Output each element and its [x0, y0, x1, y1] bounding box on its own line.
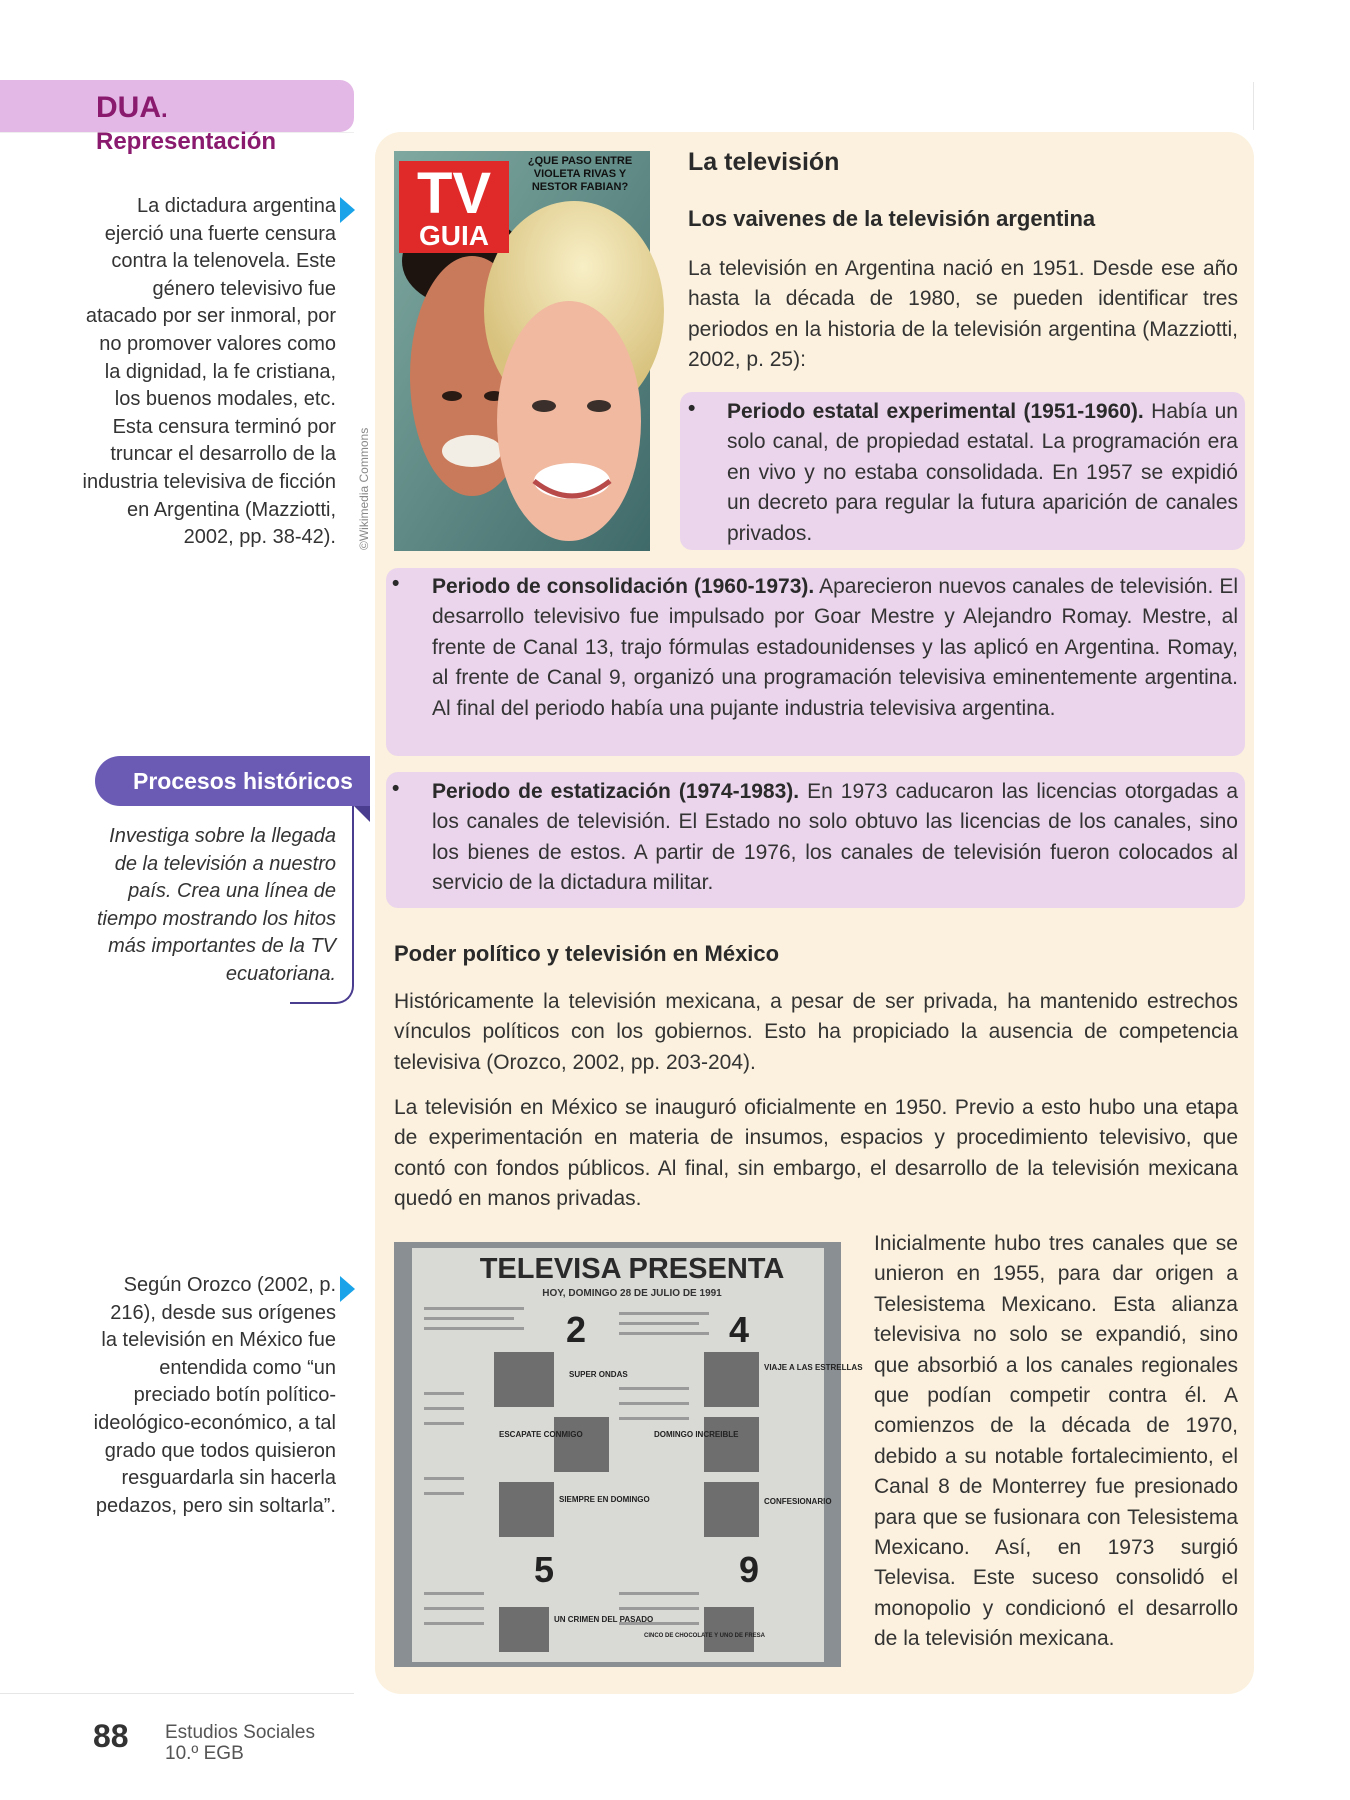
book-title: Estudios Sociales [165, 1722, 315, 1743]
tv-guia-headline: ¿QUE PASO ENTRE VIOLETA RIVAS Y NESTOR FABIAN? [527, 155, 633, 193]
dua-label: DUA [96, 91, 161, 124]
sidebar-note-censura: La dictadura argentina ejerció una fuerte censura contra la telenovela. Este género televisivo fue atacado por ser inmoral, por no promover valores como la dignidad, la fe cristiana, los buenos modales, etc. Esta censura terminó por truncar el desarrollo de la industria televisiva de ficción en Argentina (Mazziotti, 2002, pp. 38-42). [82, 195, 336, 549]
program-label: SUPER ONDAS [569, 1370, 628, 1379]
dua-tab [0, 80, 354, 155]
period-1-text [727, 397, 1238, 549]
program-label: CINCO DE CHOCOLATE Y UNO DE FRESA [644, 1633, 766, 1639]
period-2-text [432, 572, 1238, 724]
bullet: • [392, 572, 400, 595]
tv-guia-logo-tv: TV [416, 161, 492, 226]
program-label: DOMINGO INCREIBLE [654, 1430, 739, 1439]
program-label: UN CRIMEN DEL PASADO [554, 1615, 654, 1624]
program-label: ESCAPATE CONMIGO [499, 1430, 583, 1439]
televisa-date: HOY, DOMINGO 28 DE JULIO DE 1991 [542, 1288, 722, 1299]
procesos-historicos-text: Investiga sobre la llegada de la televisión a nuestro país. Crea una línea de tiempo mostrando los hitos más importantes de la TV ecuatoriana. [96, 825, 336, 985]
televisa-newspaper-image [394, 1242, 863, 1667]
channel-5-logo: 5 [534, 1549, 555, 1590]
divider [1253, 82, 1254, 130]
intro-paragraph: La televisión en Argentina nació en 1951. Desde ese año hasta la década de 1980, se pueden identificar tres periodos en la historia de la televisión argentina (Mazziotti, 2002, p. 25): [688, 257, 1238, 372]
book-grade: 10.º EGB [165, 1743, 244, 1764]
program-label: CONFESIONARIO [764, 1497, 832, 1506]
pointer-arrow-icon [340, 1276, 355, 1302]
program-label: SIEMPRE EN DOMINGO [559, 1495, 650, 1504]
tv-guia-cover-image [394, 151, 650, 551]
divider [0, 1693, 354, 1694]
paragraph: Inicialmente hubo tres canales que se unieron en 1955, para dar origen a Telesistema Mexicano. Esta alianza televisiva no solo se expandió, sino que absorbió a los canales regionales que podían competir contra él. A comienzos de la década de 1970, debido a su notable fortalecimiento, el Canal 8 de Monterrey fue presionado para que se fusionara con Telesistema Mexicano. Así, en 1973 surgió Televisa. Este suceso consolidó el monopolio y condicionó el desarrollo de la televisión mexicana. [874, 1232, 1238, 1651]
procesos-historicos-tab [95, 756, 370, 806]
procesos-historicos-title: Procesos históricos [133, 768, 353, 794]
period-3-body: En 1973 caducaron las licencias otorgadas a los canales de televisión. El Estado no solo obtuvo las licencias de los canales, sino los bienes de estos. A partir de 1976, los canales de televisión fueron colocados al servicio de la dictadura militar. [432, 780, 1239, 895]
section-title: La televisión [688, 148, 840, 176]
paragraph: La televisión en México se inauguró oficialmente en 1950. Previo a esto hubo una etapa de experimentación en materia de insumos, espacios y procedimiento televisivo, que contó con fondos públicos. Al final, sin embargo, el desarrollo de la televisión mexicana quedó en manos privadas. [394, 1096, 1238, 1211]
tv-guia-logo-guia: GUIA [419, 220, 489, 251]
channel-9-logo: 9 [739, 1549, 760, 1590]
period-3-title: Periodo de estatización (1974-1983). [432, 780, 800, 803]
period-3-text [432, 777, 1238, 899]
period-1-title: Periodo estatal experimental (1951-1960). [727, 400, 1144, 423]
page-number: 88 [93, 1718, 129, 1754]
subsection-title: Poder político y televisión en México [394, 941, 780, 966]
dua-subtitle: . Representación [96, 96, 277, 155]
paragraph: Históricamente la televisión mexicana, a pesar de ser privada, ha mantenido estrechos vínculos políticos con los gobiernos. Esto ha propiciado la ausencia de competencia televisiva (Orozco, 2002, pp. 203-204). [394, 990, 1238, 1074]
channel-2-logo: 2 [566, 1309, 587, 1350]
channel-4-logo: 4 [729, 1309, 750, 1350]
sidebar-note-orozco: Según Orozco (2002, p. 216), desde sus orígenes la televisión en México fue entendida como “un preciado botín político-ideológico-económico, a tal grado que todos quisieron resguardarla sin hacerla pedazos, pero sin soltarla”. [93, 1274, 336, 1517]
program-label: VIAJE A LAS ESTRELLAS [764, 1363, 863, 1372]
pointer-arrow-icon [340, 197, 355, 223]
subsection-title: Los vaivenes de la televisión argentina [688, 206, 1096, 231]
period-2-body: Aparecieron nuevos canales de televisión. El desarrollo televisivo fue impulsado por Goar Mestre y Alejandro Romay. Mestre, al frente de Canal 13, trajo fórmulas estadounidenses y las aplicó en Argentina. Romay, al frente de Canal 9, organizó una programación televisiva eminentemente argentina. Al final del periodo había una pujante industria televisiva argentina. [432, 575, 1238, 720]
image-credit: ©Wikimedia Commons [357, 427, 371, 550]
period-2-title: Periodo de consolidación (1960-1973). [432, 575, 815, 598]
bullet: • [688, 397, 696, 420]
televisa-title: TELEVISA PRESENTA [479, 1253, 785, 1285]
bullet: • [392, 777, 400, 800]
tab-fold [354, 806, 370, 822]
period-1-body: Había un solo canal, de propiedad estatal. La programación era en vivo y no estaba consolidada. En 1957 se expidió un decreto para regular la futura aparición de canales privados. [727, 400, 1238, 545]
